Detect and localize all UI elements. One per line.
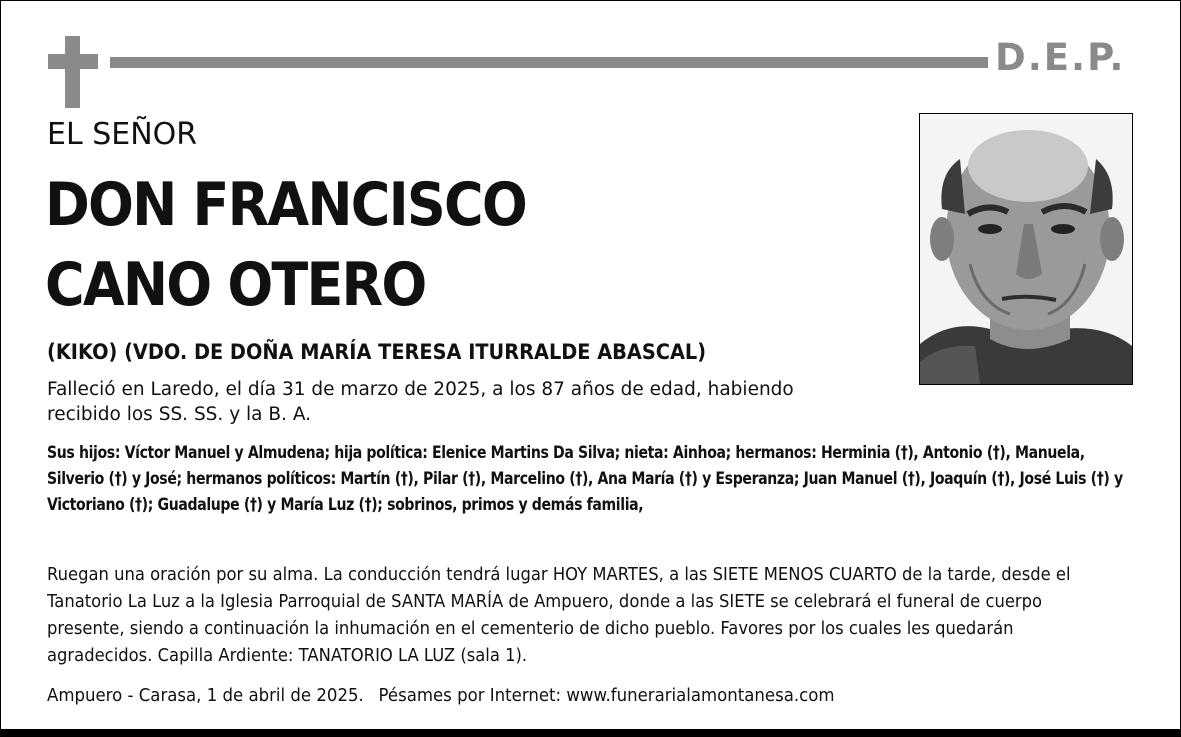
cross-icon-arm: [48, 54, 98, 69]
bottom-rule: [0, 729, 1181, 737]
cross-icon: [65, 36, 80, 108]
dep-label: D.E.P.: [995, 36, 1126, 79]
ceremony-details: Ruegan una oración por su alma. La conducción tendrá lugar HOY MARTES, a las SIETE MENOS CUARTO de la tarde, desde el Tanatorio La Luz a la Iglesia Parroquial de SANTA MARÍA de Ampuero, donde a las SIETE se celebrará el funeral de cuerpo presente, siendo a continuación la inhumación en el cementerio de dicho pueblo. Favores por los cuales les quedarán agradecidos. Capilla Ardiente: TANATORIO LA LUZ (sala 1).: [47, 564, 1071, 666]
header-rule: [110, 57, 988, 68]
death-details: Falleció en Laredo, el día 31 de marzo de 2025, a los 87 años de edad, habiendo recibido los SS. SS. y la B. A.: [47, 379, 794, 425]
place-date: Ampuero - Carasa, 1 de abril de 2025.: [47, 685, 364, 706]
condolences-link[interactable]: Pésames por Internet: www.funerarialamontanesa.com: [378, 685, 835, 706]
subtitle: (KIKO) (VDO. DE DOÑA MARÍA TERESA ITURRALDE ABASCAL): [47, 340, 707, 364]
family-list: Sus hijos: Víctor Manuel y Almudena; hija política: Elenice Martins Da Silva; nieta: Ainhoa; hermanos: Herminia (†), Antonio (†), Manuela, Silverio (†) y José; hermanos políticos: Martín (†), Pilar (†), Marcelino (†), Ana María (†) y Esperanza; Juan Manuel (†), Joaquín (†), José Luis (†) y Victoriano (†); Guadalupe (†) y María Luz (†); sobrinos, primos y demás familia,: [47, 443, 1123, 515]
portrait-photo: [919, 113, 1133, 385]
footer: [47, 683, 835, 709]
deceased-name-line-2: CANO OTERO: [45, 250, 426, 320]
deceased-name-line-1: DON FRANCISCO: [45, 170, 526, 240]
honorific: EL SEÑOR: [47, 117, 198, 152]
